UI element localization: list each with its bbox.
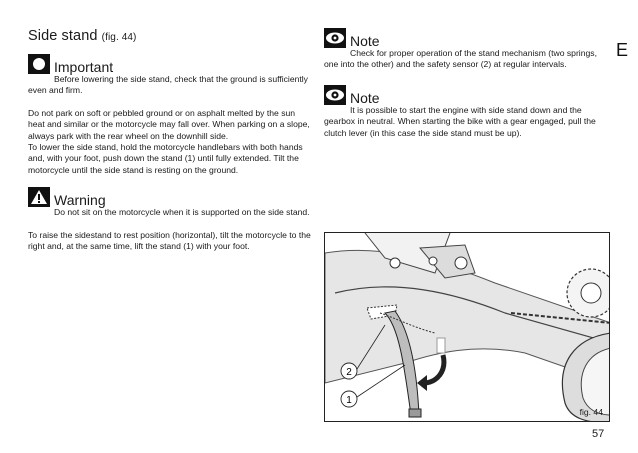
section-title-fig-ref: (fig. 44): [101, 32, 137, 43]
note-callout-2: [324, 85, 610, 139]
figure-caption: fig. 44: [579, 407, 603, 417]
warning-label: Warning: [54, 192, 106, 209]
paragraph-ground: Do not park on soft or pebbled ground or on asphalt melted by the sun heat and similar or the motorcycle may fall over. When parking on a slope, always park with the rear wheel on the downhill side.: [28, 107, 310, 141]
note-2-text: It is possible to start the engine with side stand down and the gearbox in neutral. When starting the bike with a gear engaged, pull the clutch lever (in this case the side stand must be up).: [324, 104, 596, 138]
warning-text: Do not sit on the motorcycle when it is supported on the side stand.: [54, 207, 310, 218]
language-tab-letter: E: [616, 40, 629, 60]
note-1-text: Check for proper operation of the stand mechanism (two springs, one into the other) and the safety sensor (2) at regular intervals.: [324, 48, 597, 70]
figure-side-stand: [324, 232, 610, 422]
warning-icon: [28, 187, 50, 207]
note-2-label: Note: [350, 89, 380, 106]
body-text-block: [28, 108, 313, 176]
paragraph-raise-stand: To raise the sidestand to rest position (horizontal), tilt the motorcycle to the right and, at the same time, lift the stand (1) with your foot.: [28, 229, 311, 252]
right-column: [324, 28, 610, 139]
note-callout-1: [324, 28, 610, 71]
section-title-text: Side stand: [28, 28, 98, 44]
left-column: [28, 28, 313, 252]
side-stand-illustration: [325, 233, 610, 422]
eye-note-icon: [324, 28, 346, 48]
eye-note-icon: [324, 85, 346, 105]
important-label: Important: [54, 59, 114, 75]
page-number: 57: [592, 428, 605, 440]
important-text: Before lowering the side stand, check that the ground is sufficiently even and firm.: [28, 74, 308, 96]
important-callout: [28, 54, 313, 97]
important-icon: [28, 54, 50, 74]
warning-callout: [28, 187, 313, 218]
section-title: [28, 28, 313, 44]
note-1-label: Note: [350, 33, 380, 49]
callout-1-text: 1: [346, 395, 352, 406]
callout-2-text: 2: [346, 367, 352, 378]
paragraph-lower-stand: To lower the side stand, hold the motorcycle handlebars with both hands and, with your foot, push down the stand (1) until fully extended. Tilt the motorcycle until the side stand is resting on the ground.: [28, 142, 303, 175]
